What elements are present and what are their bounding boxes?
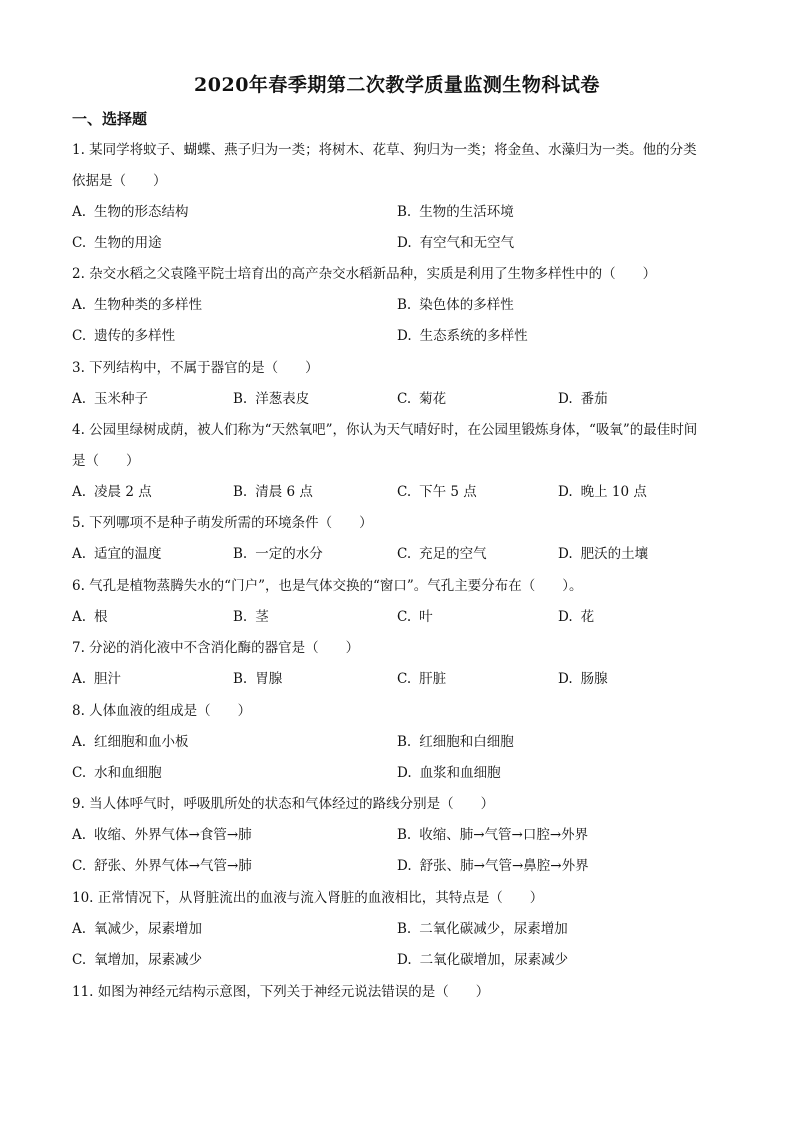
q3-option-b[interactable]: B. 洋葱表皮 (233, 391, 310, 407)
q1-option-a[interactable]: A. 生物的形态结构 (72, 204, 189, 220)
q9-option-c[interactable]: C. 舒张、外界气体→气管→肺 (72, 858, 252, 874)
q1-option-d[interactable]: D. 有空气和无空气 (397, 235, 515, 251)
q2-option-a[interactable]: A. 生物种类的多样性 (72, 297, 203, 313)
q10-option-c[interactable]: C. 氧增加，尿素减少 (72, 952, 203, 968)
question-4-stem: 4. 公园里绿树成荫，被人们称为“天然氧吧”，你认为天气晴好时，在公园里锻炼身体，“吸氧”的最佳时间 (72, 422, 698, 438)
q6-option-c[interactable]: C. 叶 (397, 609, 433, 625)
q8-option-d[interactable]: D. 血浆和血细胞 (397, 765, 501, 781)
q5-option-c[interactable]: C. 充足的空气 (397, 546, 487, 562)
q10-option-a[interactable]: A. 氧减少，尿素增加 (72, 921, 203, 937)
question-4-stem-cont: 是（ ） (72, 453, 140, 469)
q4-option-c[interactable]: C. 下午 5 点 (397, 484, 477, 500)
q10-option-b[interactable]: B. 二氧化碳减少，尿素增加 (397, 921, 568, 937)
q2-option-d[interactable]: D. 生态系统的多样性 (397, 328, 528, 344)
q4-option-a[interactable]: A. 凌晨 2 点 (72, 484, 152, 500)
question-11-stem: 11. 如图为神经元结构示意图，下列关于神经元说法错误的是（ ） (72, 984, 490, 1000)
q8-option-b[interactable]: B. 红细胞和白细胞 (397, 734, 514, 750)
question-8-stem: 8. 人体血液的组成是（ ） (72, 703, 252, 719)
q8-option-a[interactable]: A. 红细胞和血小板 (72, 734, 189, 750)
question-5-stem: 5. 下列哪项不是种子萌发所需的环境条件（ ） (72, 515, 373, 531)
q6-option-a[interactable]: A. 根 (72, 609, 108, 625)
q6-option-b[interactable]: B. 茎 (233, 609, 269, 625)
question-1-stem-cont: 依据是（ ） (72, 173, 167, 189)
q3-option-c[interactable]: C. 菊花 (397, 391, 447, 407)
q4-option-b[interactable]: B. 清晨 6 点 (233, 484, 313, 500)
question-9-stem: 9. 当人体呼气时，呼吸肌所处的状态和气体经过的路线分别是（ ） (72, 796, 495, 812)
q9-option-a[interactable]: A. 收缩、外界气体→食管→肺 (72, 827, 252, 843)
q4-option-d[interactable]: D. 晚上 10 点 (558, 484, 647, 500)
q7-option-c[interactable]: C. 肝脏 (397, 671, 447, 687)
q5-option-b[interactable]: B. 一定的水分 (233, 546, 323, 562)
q6-option-d[interactable]: D. 花 (558, 609, 595, 625)
q7-option-b[interactable]: B. 胃腺 (233, 671, 283, 687)
question-3-stem: 3. 下列结构中，不属于器官的是（ ） (72, 360, 319, 376)
q1-option-b[interactable]: B. 生物的生活环境 (397, 204, 514, 220)
question-6-stem: 6. 气孔是植物蒸腾失水的“门户”，也是气体交换的“窗口”。气孔主要分布在（ ）。 (72, 578, 583, 594)
q3-option-d[interactable]: D. 番茄 (558, 391, 608, 407)
question-2-stem: 2. 杂交水稻之父袁隆平院士培育出的高产杂交水稻新品种，实质是利用了生物多样性中的（ ） (72, 266, 657, 282)
q9-option-d[interactable]: D. 舒张、肺→气管→鼻腔→外界 (397, 858, 589, 874)
q10-option-d[interactable]: D. 二氧化碳增加，尿素减少 (397, 952, 569, 968)
q9-option-b[interactable]: B. 收缩、肺→气管→口腔→外界 (397, 827, 589, 843)
page-title: 2020年春季期第二次教学质量监测生物科试卷 (194, 74, 600, 96)
section-heading: 一、选择题 (72, 110, 148, 128)
question-1-stem: 1. 某同学将蚊子、蝴蝶、燕子归为一类；将树木、花草、狗归为一类；将金鱼、水藻归为一类。他的分类 (72, 142, 697, 158)
question-7-stem: 7. 分泌的消化液中不含消化酶的器官是（ ） (72, 640, 360, 656)
q5-option-a[interactable]: A. 适宜的温度 (72, 546, 162, 562)
question-10-stem: 10. 正常情况下，从肾脏流出的血液与流入肾脏的血液相比，其特点是（ ） (72, 890, 544, 906)
q1-option-c[interactable]: C. 生物的用途 (72, 235, 162, 251)
q3-option-a[interactable]: A. 玉米种子 (72, 391, 149, 407)
q5-option-d[interactable]: D. 肥沃的土壤 (558, 546, 649, 562)
q2-option-c[interactable]: C. 遗传的多样性 (72, 328, 176, 344)
q7-option-a[interactable]: A. 胆汁 (72, 671, 122, 687)
q7-option-d[interactable]: D. 肠腺 (558, 671, 608, 687)
q2-option-b[interactable]: B. 染色体的多样性 (397, 297, 514, 313)
q8-option-c[interactable]: C. 水和血细胞 (72, 765, 162, 781)
